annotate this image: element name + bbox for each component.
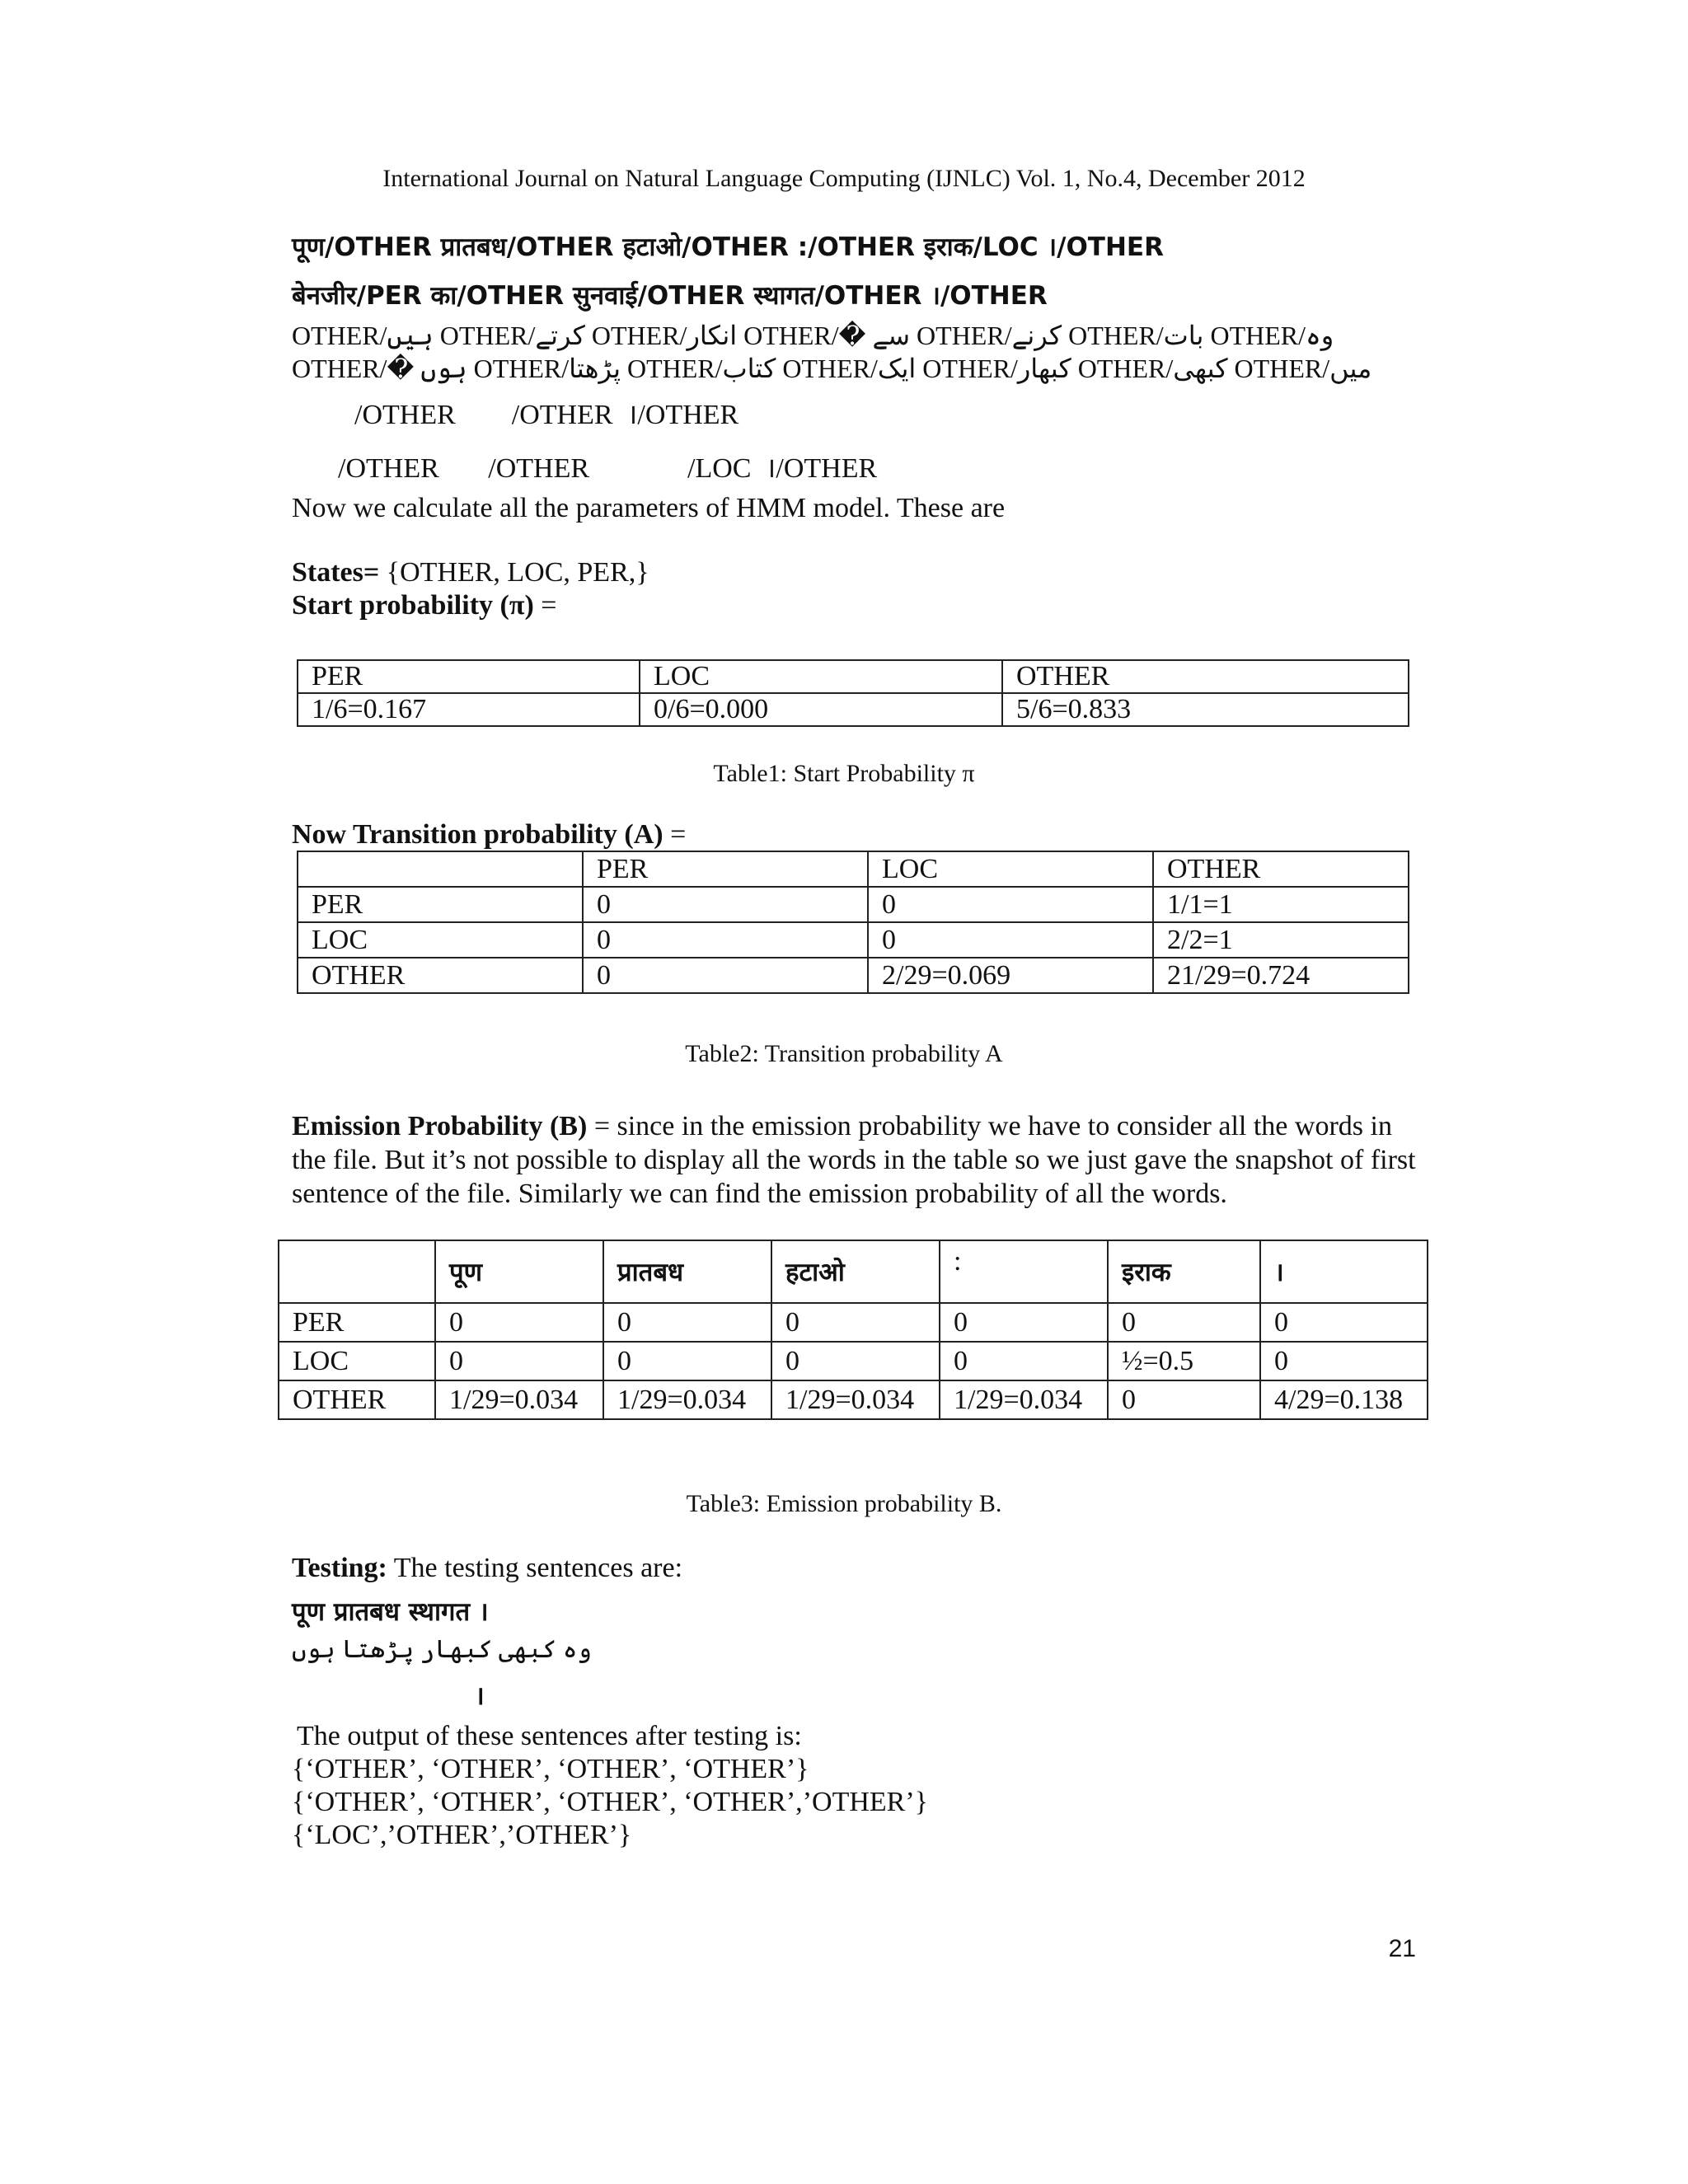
table-cell: PER: [583, 851, 868, 887]
table-cell: 0: [868, 922, 1153, 958]
table-row: [279, 1342, 1428, 1380]
table-cell: PER: [279, 1303, 435, 1342]
table-cell: 0: [603, 1342, 771, 1380]
table-cell: 1/29=0.034: [940, 1380, 1108, 1419]
table-cell: OTHER: [1153, 851, 1409, 887]
table-cell: 0: [1108, 1380, 1260, 1419]
emission-label: Emission Probability (B): [292, 1111, 588, 1141]
table-cell: 0: [1260, 1342, 1428, 1380]
running-header: International Journal on Natural Language Computing (IJNLC) Vol. 1, No.4, December 2012: [382, 165, 1306, 192]
emission-text: = since in the emission probability we have to consider all the words in the file. But it’s not possible to display all the words in the table so we just gave the snapshot of first sentence of the file. Similarly we can find the emission probability of all the words.: [292, 1111, 1416, 1209]
table-cell: 0/6=0.000: [640, 693, 1002, 726]
table-cell: हटाओ: [771, 1240, 940, 1303]
table-cell: LOC: [279, 1342, 435, 1380]
table-cell: इराक: [1108, 1240, 1260, 1303]
output-line: {‘OTHER’, ‘OTHER’, ‘OTHER’, ‘OTHER’}: [292, 1754, 809, 1784]
table-cell: पूण: [435, 1240, 603, 1303]
transition-label: Now Transition probability (A): [292, 819, 663, 850]
table-cell: PER: [298, 660, 640, 693]
states-line: [292, 557, 649, 588]
transition-suffix: =: [663, 819, 687, 850]
table-cell: 0: [435, 1342, 603, 1380]
table-cell: 2/2=1: [1153, 922, 1409, 958]
tagged-line-urdu-2: OTHER/� ہوں OTHER/پڑھتا OTHER/کتاب OTHER/ایک OTHER/کبھار OTHER/کبھی OTHER/میں: [292, 354, 1372, 383]
table-cell: 0: [583, 958, 868, 993]
tagged-line-urdu-1: OTHER/ہیں OTHER/کرتے OTHER/انکار OTHER/� سے OTHER/کرنے OTHER/بات OTHER/وہ: [292, 321, 1334, 350]
table-cell: 0: [583, 887, 868, 922]
table-cell: 1/29=0.034: [435, 1380, 603, 1419]
testing-sentence-3: ।: [475, 1681, 485, 1711]
output-intro: The output of these sentences after testing is:: [297, 1721, 802, 1751]
table-cell: PER: [298, 887, 583, 922]
start-probability-line: [292, 590, 556, 621]
table-cell: 1/29=0.034: [603, 1380, 771, 1419]
states-value: {OTHER, LOC, PER,}: [379, 557, 649, 588]
table-cell: प्रातबध: [603, 1240, 771, 1303]
table-cell: 0: [771, 1303, 940, 1342]
table-cell: ½=0.5: [1108, 1342, 1260, 1380]
table1-caption: Table1: Start Probability π: [713, 760, 975, 787]
tagged-line-other-1: /OTHER /OTHER ।/OTHER: [354, 400, 739, 430]
table-cell: 1/29=0.034: [771, 1380, 940, 1419]
table-cell: 0: [1260, 1303, 1428, 1342]
table-cell: 1/1=1: [1153, 887, 1409, 922]
table-cell: LOC: [868, 851, 1153, 887]
page-number: 21: [1388, 1935, 1416, 1962]
table-cell: 0: [940, 1303, 1108, 1342]
table-cell: OTHER: [279, 1380, 435, 1419]
table-cell: [279, 1240, 435, 1303]
table-cell: 0: [940, 1342, 1108, 1380]
testing-sentence-urdu: وہ کبھی کبھار پڑھتا ہوں: [292, 1636, 592, 1663]
table-row: [279, 1303, 1428, 1342]
emission-paragraph: [292, 1109, 1421, 1211]
output-line: {‘OTHER’, ‘OTHER’, ‘OTHER’, ‘OTHER’,’OTHER’}: [292, 1787, 928, 1817]
transition-line: [292, 819, 686, 851]
table-cell: 0: [435, 1303, 603, 1342]
table-row: [298, 660, 1409, 693]
emission-probability-table: [278, 1240, 1428, 1420]
table-cell: OTHER: [1002, 660, 1409, 693]
testing-label: Testing:: [292, 1553, 387, 1583]
table-cell: ।: [1260, 1240, 1428, 1303]
table-cell: OTHER: [298, 958, 583, 993]
start-probability-table: [297, 659, 1409, 727]
table-cell: 0: [583, 922, 868, 958]
table-row: [298, 693, 1409, 726]
table-cell: [298, 851, 583, 887]
testing-line: [292, 1553, 682, 1584]
tagged-line-hindi-2: बेनजीर/PER का/OTHER सुनवाई/OTHER स्थागत/OTHER ।/OTHER: [292, 281, 1048, 311]
table-cell: 4/29=0.138: [1260, 1380, 1428, 1419]
intro-text: Now we calculate all the parameters of HMM model. These are: [292, 493, 1006, 523]
table-cell: 0: [868, 887, 1153, 922]
table2-caption: Table2: Transition probability A: [685, 1040, 1003, 1067]
table-row: [279, 1380, 1428, 1419]
table-row: [298, 922, 1409, 958]
transition-probability-table: [297, 851, 1409, 994]
testing-sentence-hindi: पूण प्रातबध स्थागत ।: [292, 1597, 489, 1627]
output-line: {‘LOC’,’OTHER’,’OTHER’}: [292, 1820, 632, 1850]
table3-caption: Table3: Emission probability B.: [686, 1490, 1002, 1517]
testing-text: The testing sentences are:: [387, 1553, 683, 1583]
table-cell: 0: [1108, 1303, 1260, 1342]
table-cell: 0: [603, 1303, 771, 1342]
table-cell: :: [940, 1240, 1108, 1303]
start-probability-label: Start probability (π): [292, 590, 534, 621]
table-cell: 0: [771, 1342, 940, 1380]
tagged-line-hindi-1: पूण/OTHER प्रातबध/OTHER हटाओ/OTHER :/OTHER इराक/LOC ।/OTHER: [292, 232, 1164, 262]
tagged-line-other-2: /OTHER /OTHER /LOC ।/OTHER: [338, 453, 878, 484]
table-cell: 2/29=0.069: [868, 958, 1153, 993]
start-probability-suffix: =: [533, 590, 557, 621]
states-label: States=: [292, 557, 380, 588]
table-cell: 5/6=0.833: [1002, 693, 1409, 726]
table-cell: LOC: [640, 660, 1002, 693]
table-cell: 21/29=0.724: [1153, 958, 1409, 993]
table-row: [298, 887, 1409, 922]
table-row: [279, 1240, 1428, 1303]
table-row: [298, 958, 1409, 993]
table-cell: LOC: [298, 922, 583, 958]
table-cell: 1/6=0.167: [298, 693, 640, 726]
table-row: [298, 851, 1409, 887]
